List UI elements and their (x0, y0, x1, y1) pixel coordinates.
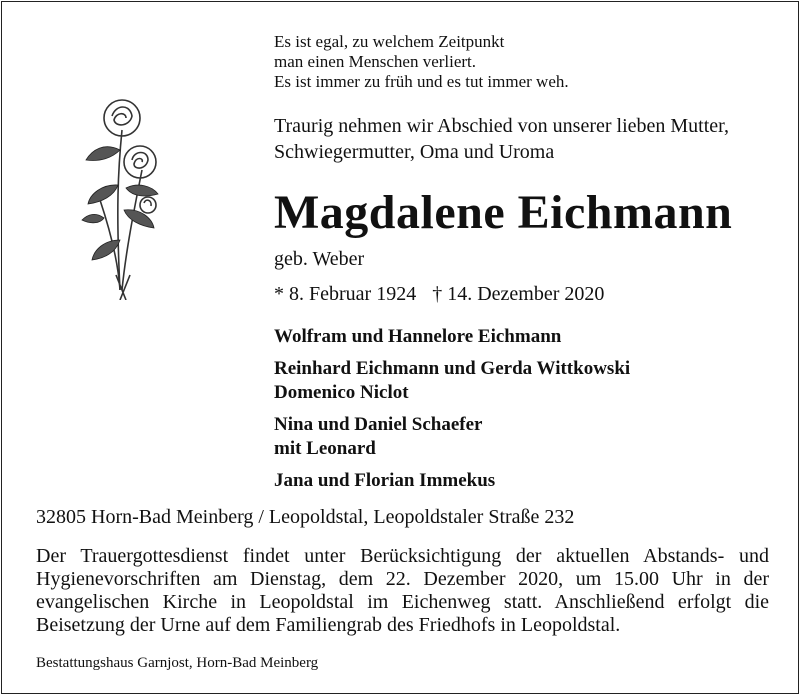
service-line: Hygienevorschriften am Dienstag, dem 22. Dezember 2020, um 15.00 Uhr in der (36, 568, 769, 590)
service-line: evangelischen Kirche in Leopoldstal im Eichenweg statt. Anschließend erfolgt die (36, 591, 769, 613)
poem-line: Es ist immer zu früh und es tut immer weh. (274, 72, 569, 91)
mourner-line: mit Leonard (274, 438, 376, 459)
service-announcement (36, 545, 769, 637)
obituary-notice (1, 1, 799, 694)
mourners-list (274, 325, 774, 493)
poem (274, 32, 774, 92)
mourner-line: Jana und Florian Immekus (274, 470, 496, 491)
mourner-group (274, 469, 774, 493)
notice-right-column (274, 32, 774, 501)
poem-line: Es ist egal, zu welchem Zeitpunkt (274, 32, 505, 51)
funeral-home: Bestattungshaus Garnjost, Horn-Bad Meinberg (36, 655, 319, 671)
mourner-group (274, 357, 774, 405)
service-line: Beisetzung der Urne auf dem Familiengrab des Friedhofs in Leopoldstal. (36, 614, 621, 636)
intro-line: Schwiegermutter, Oma und Uroma (274, 141, 555, 163)
mourner-line: Domenico Niclot (274, 382, 409, 403)
rose-icon (60, 90, 170, 300)
service-line: Der Trauergottesdienst findet unter Berücksichtigung der aktuellen Abstands- und (36, 545, 769, 567)
intro-line: Traurig nehmen wir Abschied von unserer lieben Mutter, (274, 115, 730, 137)
mourner-line: Wolfram und Hannelore Eichmann (274, 326, 562, 347)
birth-date: * 8. Februar 1924 (274, 283, 417, 305)
mourner-group (274, 325, 774, 349)
deceased-name: Magdalene Eichmann (274, 186, 733, 239)
mourner-line: Nina und Daniel Schaefer (274, 414, 483, 435)
maiden-name: geb. Weber (274, 248, 365, 270)
death-date: † 14. Dezember 2020 (432, 283, 605, 305)
poem-line: man einen Menschen verliert. (274, 52, 477, 71)
intro-text (274, 113, 774, 165)
family-address: 32805 Horn-Bad Meinberg / Leopoldstal, Leopoldstaler Straße 232 (36, 506, 575, 528)
mourner-line: Reinhard Eichmann und Gerda Wittkowski (274, 358, 631, 379)
mourner-group (274, 413, 774, 461)
life-dates (274, 281, 774, 307)
